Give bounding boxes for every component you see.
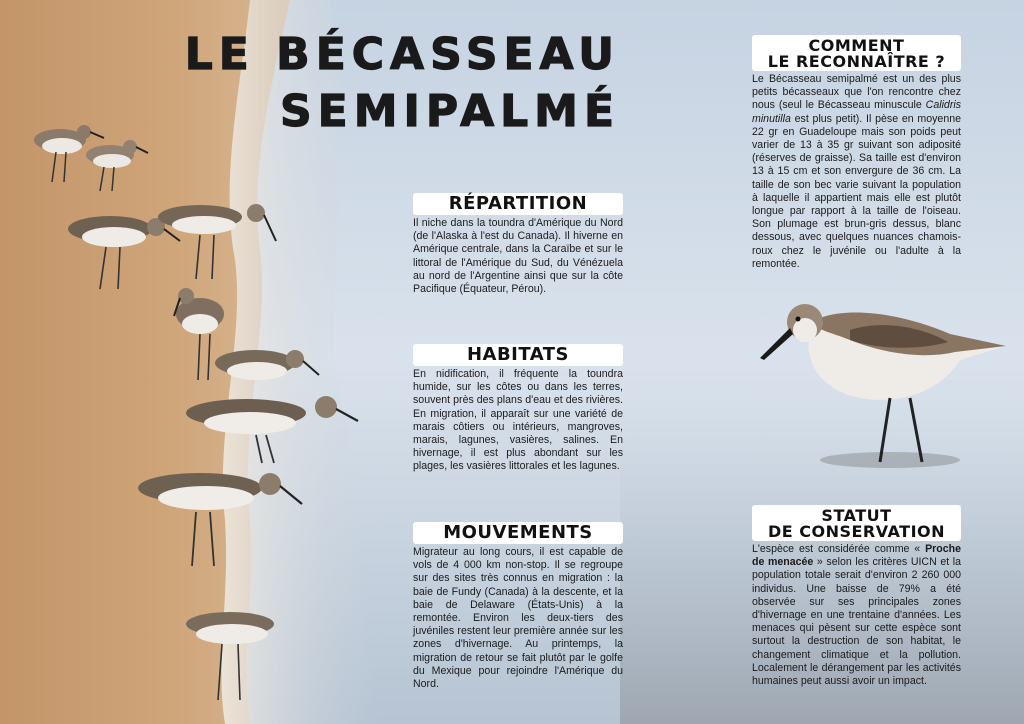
section-heading-reconnaitre	[752, 35, 961, 71]
page-title-line-1: LE BÉCASSEAU	[184, 29, 620, 80]
page-title-line-2: SEMIPALMÉ	[279, 86, 620, 137]
section-text-statut	[752, 543, 961, 688]
section-heading-mouvements: MOUVEMENTS	[413, 522, 623, 544]
section-heading-statut-line-1: STATUT	[821, 506, 892, 525]
section-heading-habitats: HABITATS	[413, 344, 623, 366]
section-habitats	[413, 344, 623, 474]
section-repartition	[413, 193, 623, 296]
section-text-reconnaitre	[752, 73, 961, 271]
section-statut	[752, 505, 961, 688]
section-heading-statut-line-2: DE CONSERVATION	[767, 522, 946, 541]
section-text-mouvements: Migrateur au long cours, il est capable de vols de 4 000 km non-stop. Il se regroupe sur des sites très connus en migration : la baie de Fundy (Canada) à la descente, et la baie de Delaware (États-Unis) à la remontée. Environ les deux-tiers des juvéniles restent leur première année sur les zones d'hivernage. Au printemps, la migration de retour se fait plutôt par le golfe du Mexique pour rejoindre l'Amérique du Nord.	[413, 546, 623, 691]
section-reconnaitre	[752, 35, 961, 271]
statut-text-part-2: » selon les critères UICN et la population totale serait d'environ 2 260 000 individus. Une baisse de 79% a été observée sur ses principales zones d'hivernage en une trentaine d'années. Les menaces qui pèsent sur cette espèce sont surtout la destruction de son habitat, le changement climatique et la pollution. Localement le dérangement par les activités humaines peut aussi avoir un impact.	[752, 556, 962, 688]
statut-status-label: Proche de menacée	[752, 543, 961, 569]
section-text-habitats: En nidification, il fréquente la toundra humide, sur les côtes ou dans les terres, souvent près des plans d'eau et des rivières. En migration, il apparaît sur une variété de marais côtiers ou intérieurs, mangroves, marais, lagunes, vasières, salines. En hivernage, il est plus abondant sur les plages, les vasières littorales et les lagunes.	[413, 368, 623, 473]
section-heading-statut	[752, 505, 961, 541]
page-title	[185, 26, 620, 140]
section-heading-repartition: RÉPARTITION	[413, 193, 623, 215]
reconnaitre-text-part-1: Le Bécasseau semipalmé est un des plus petits bécasseaux que l'on rencontre chez nous (seul le Bécasseau minuscule	[752, 73, 961, 112]
reconnaitre-text-part-2: est plus petit). Il pèse en moyenne 22 gr en Guadeloupe mais son poids peut varier de 13 à 35 gr suivant son adiposité (réserves de graisse). Sa taille est d'environ 13 à 15 cm et son envergure de 36 cm. La taille de son bec varie suivant la population à laquelle il appartient mais elle est plutôt longue par rapport à la taille de l'oiseau. Son plumage est brun-gris dessus, blanc dessous, avec quelques nuances chamois-roux chez le juvénile ou l'adulte à la remontée.	[752, 112, 961, 270]
section-heading-reconnaitre-line-2: LE RECONNAÎTRE ?	[767, 52, 946, 71]
section-mouvements	[413, 522, 623, 691]
statut-text-part-1: L'espèce est considérée comme «	[752, 543, 926, 555]
reconnaitre-species-name: Calidris minutilla	[752, 99, 961, 125]
section-heading-reconnaitre-line-1: COMMENT	[808, 36, 905, 55]
section-text-repartition: Il niche dans la toundra d'Amérique du Nord (de l'Alaska à l'est du Canada). Il hiverne en Amérique centrale, dans la Caraïbe et sur le littoral de l'Amérique du Sud, du Vénézuela au nord de l'Argentine ainsi que sur la côte Pacifique (Équateur, Pérou).	[413, 217, 623, 296]
